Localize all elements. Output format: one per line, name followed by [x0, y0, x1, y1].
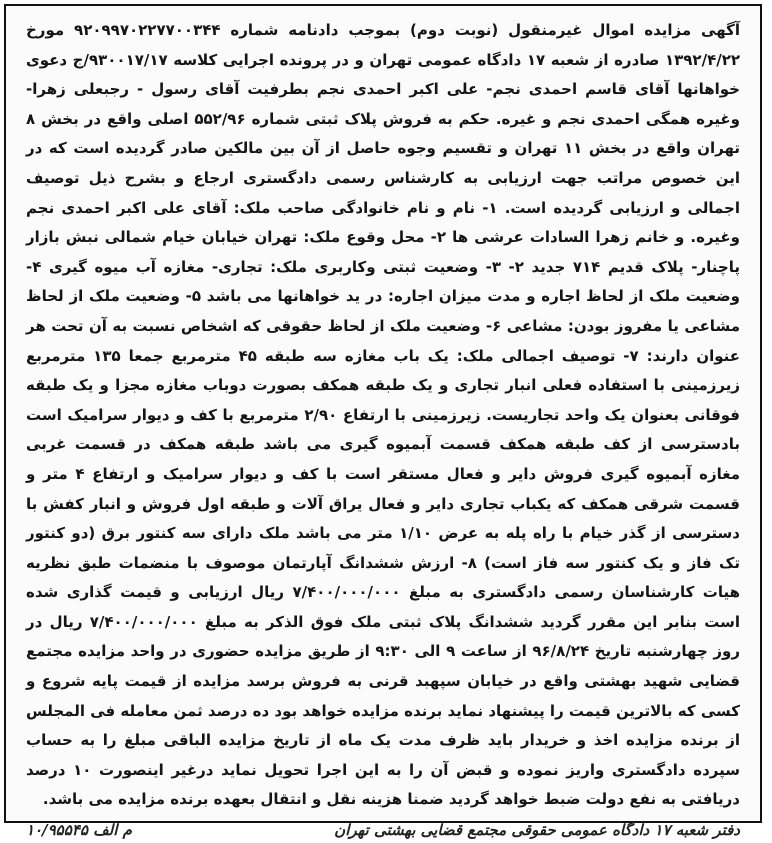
notice-body-text: آگهی مزایده اموال غیرمنقول (نوبت دوم) بموجب دادنامه شماره ۹۲۰۹۹۷۰۲۲۷۷۰۰۳۴۴ مورخ ۱۳۹۲/۴/۲۲ صادره از شعبه ۱۷ دادگاه عمومی تهران و در پرونده اجرایی کلاسه ۹۳۰۰۱۷/۱۷/ج دعوی خواهانها آقای قاسم احمدی نجم- علی اکبر احمدی نجم بطرفیت آقای رسول - رجبعلی زهرا- وغیره همگی احمدی نجم و غیره. حکم به فروش پلاک ثبتی شماره ۵۵۲/۹۶ اصلی واقع در بخش ۸ تهران واقع در بخش ۱۱ تهران و تقسیم وجوه حاصل از آن بین مالکین صادر گردیده است که در این خصوص مراتب جهت ارزیابی به کارشناس رسمی دادگستری ارجاع و بشرح ذیل توصیف اجمالی و ارزیابی گردیده است. ۱- نام و نام خانوادگی صاحب ملک: آقای علی اکبر احمدی نجم وغیره. و خانم زهرا السادات عرشی ها ۲- محل وقوع ملک: تهران خیابان خیام شمالی نبش بازار پاچنار- پلاک قدیم ۷۱۴ جدید ۲- ۳- وضعیت ثبتی وکاربری ملک: تجاری- مغازه آب میوه گیری ۴- وضعیت ملک از لحاظ اجاره و مدت میزان اجاره: در ید خواهانها می باشد ۵- وضعیت ملک از لحاظ مشاعی یا مفروز بودن: مشاعی ۶- وضعیت ملک از لحاظ حقوقی که اشخاص نسبت به آن تحت هر عنوان دارند: ۷- توصیف اجمالی ملک: یک باب مغازه سه طبقه ۴۵ مترمربع جمعا ۱۳۵ مترمربع زیرزمینی با استفاده فعلی انبار تجاری و یک طبقه همکف بصورت دوباب مغازه مجزا و یک طبقه فوقانی بعنوان یک واحد تجاریست. زیرزمینی با ارتفاع ۲/۹۰ مترمربع با کف و دیوار سرامیک است بادسترسی از کف طبقه همکف قسمت آبمیوه گیری می باشد طبقه همکف در قسمت غربی مغازه آبمیوه گیری فروش دایر و فعال مستقر است با کف و دیوار سرامیک و ارتفاع ۴ متر و قسمت شرقی همکف که یکباب تجاری دایر و فعال یراق آلات و طبقه اول فروش و انبار کفش با دسترسی از گذر خیام با راه پله به عرض ۱/۱۰ متر می باشد ملک دارای سه کنتور برق (دو کنتور تک فاز و یک کنتور سه فاز است) ۸- ارزش ششدانگ آپارتمان موصوف با منضمات طبق نظریه هیات کارشناسان رسمی دادگستری به مبلغ ۷/۴۰۰/۰۰۰/۰۰۰ ریال ارزیابی و قیمت گذاری شده است بنابر این مقرر گردید ششدانگ پلاک ثبتی ملک فوق الذکر به مبلغ ۷/۴۰۰/۰۰۰/۰۰۰ ریال در روز چهارشنبه تاریخ ۹۶/۸/۲۴ از ساعت ۹ الی ۹:۳۰ از طریق مزایده حضوری در واحد مزایده مجتمع قضایی شهید بهشتی واقع در خیابان سپهبد قرنی به فروش برسد مزایده از قیمت پایه شروع و کسی که بالاترین قیمت را پیشنهاد نماید برنده مزایده خواهد بود ده درصد ثمن معامله فی المجلس از برنده مزایده اخذ و خریدار باید ظرف مدت یک ماه از تاریخ مزایده الباقی مبلغ را به حساب سپرده دادگستری واریز نموده و قبض آن را به این اجرا تحویل نماید درغیر اینصورت ۱۰ درصد دریافتی به نفع دولت ضبط خواهد گردید ضمنا هزینه نقل و انتقال بعهده برنده مزایده می باشد.: [26, 21, 741, 809]
footer-issuer: دفتر شعبه ۱۷ دادگاه عمومی حقوقی مجتمع قضایی بهشتی تهران: [334, 821, 740, 840]
notice-footer: [26, 817, 740, 843]
footer-reference-code: ۱۰/۹۵۵۴۵ م الف: [26, 821, 132, 840]
auction-notice: [4, 4, 762, 840]
